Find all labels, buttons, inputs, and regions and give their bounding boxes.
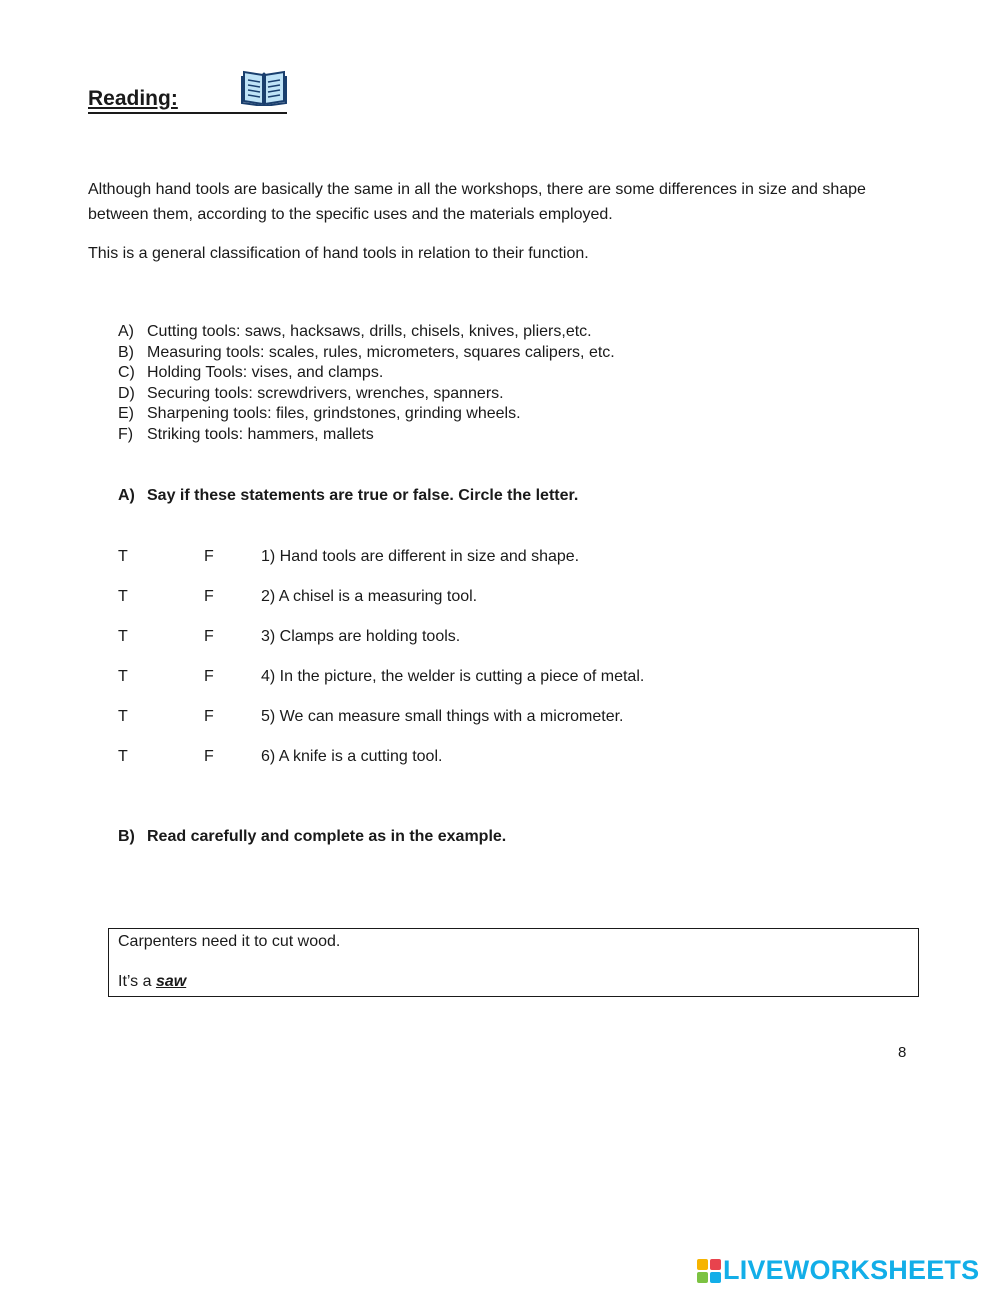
false-option[interactable]: F: [204, 748, 214, 765]
section-b-title: [118, 828, 506, 846]
page-title: Reading:: [88, 87, 178, 110]
list-item-text: Securing tools: screwdrivers, wrenches, spanners.: [147, 384, 504, 402]
true-option[interactable]: T: [118, 548, 128, 565]
statement-text: 6) A knife is a cutting tool.: [261, 748, 443, 765]
true-option[interactable]: T: [118, 628, 128, 645]
statement-text: 2) A chisel is a measuring tool.: [261, 588, 478, 605]
page-number: 8: [898, 1044, 907, 1061]
true-option[interactable]: T: [118, 668, 128, 685]
list-item-letter: F): [118, 425, 134, 443]
list-item: [118, 322, 615, 343]
tool-classification-list: [118, 322, 615, 446]
logo-blocks-icon: [697, 1259, 723, 1283]
true-option[interactable]: T: [118, 748, 128, 765]
list-item: [118, 404, 615, 425]
statement-text: 1) Hand tools are different in size and shape.: [261, 548, 580, 565]
false-option[interactable]: F: [204, 548, 214, 565]
section-a-letter: A): [118, 487, 135, 504]
section-a-text: Say if these statements are true or false. Circle the letter.: [147, 487, 579, 504]
intro-paragraph-1: Although hand tools are basically the same in all the workshops, there are some differences in size and shape between them, according to the specific uses and the materials employed.: [88, 181, 866, 223]
open-book-icon: [241, 64, 287, 106]
false-option[interactable]: F: [204, 588, 214, 605]
statement-text: 4) In the picture, the welder is cutting a piece of metal.: [261, 668, 645, 685]
statement-text: 5) We can measure small things with a micrometer.: [261, 708, 624, 725]
false-option[interactable]: F: [204, 628, 214, 645]
false-option[interactable]: F: [204, 668, 214, 685]
heading-block: [88, 62, 287, 114]
intro-paragraph-2: This is a general classification of hand tools in relation to their function.: [88, 245, 589, 262]
list-item: [118, 343, 615, 364]
example-answer: saw: [155, 973, 187, 990]
list-item-text: Holding Tools: vises, and clamps.: [147, 364, 384, 382]
list-item-text: Sharpening tools: files, grindstones, grinding wheels.: [147, 405, 521, 423]
brand-name: LIVEWORKSHEETS: [723, 1255, 980, 1285]
example-clue: Carpenters need it to cut wood.: [118, 933, 341, 950]
list-item-letter: A): [118, 323, 134, 340]
section-a-title: [118, 487, 578, 505]
section-b-letter: B): [118, 828, 135, 845]
list-item-text: Cutting tools: saws, hacksaws, drills, chisels, knives, pliers,etc.: [147, 323, 592, 340]
example-answer-line: [118, 973, 186, 991]
list-item-text: Measuring tools: scales, rules, micrometers, squares calipers, etc.: [147, 343, 615, 361]
statement-text: 3) Clamps are holding tools.: [261, 628, 461, 645]
list-item-letter: D): [118, 384, 135, 402]
list-item: [118, 384, 615, 405]
list-item: [118, 363, 615, 384]
list-item-letter: C): [118, 364, 135, 382]
true-option[interactable]: T: [118, 708, 128, 725]
list-item-letter: B): [118, 343, 134, 361]
list-item: [118, 425, 615, 446]
true-option[interactable]: T: [118, 588, 128, 605]
liveworksheets-logo: [697, 1255, 997, 1285]
list-item-text: Striking tools: hammers, mallets: [147, 425, 374, 443]
section-b-text: Read carefully and complete as in the example.: [147, 828, 507, 845]
list-item-letter: E): [118, 405, 134, 423]
example-prefix: It’s a: [118, 973, 152, 990]
example-box: [108, 928, 919, 997]
false-option[interactable]: F: [204, 708, 214, 725]
